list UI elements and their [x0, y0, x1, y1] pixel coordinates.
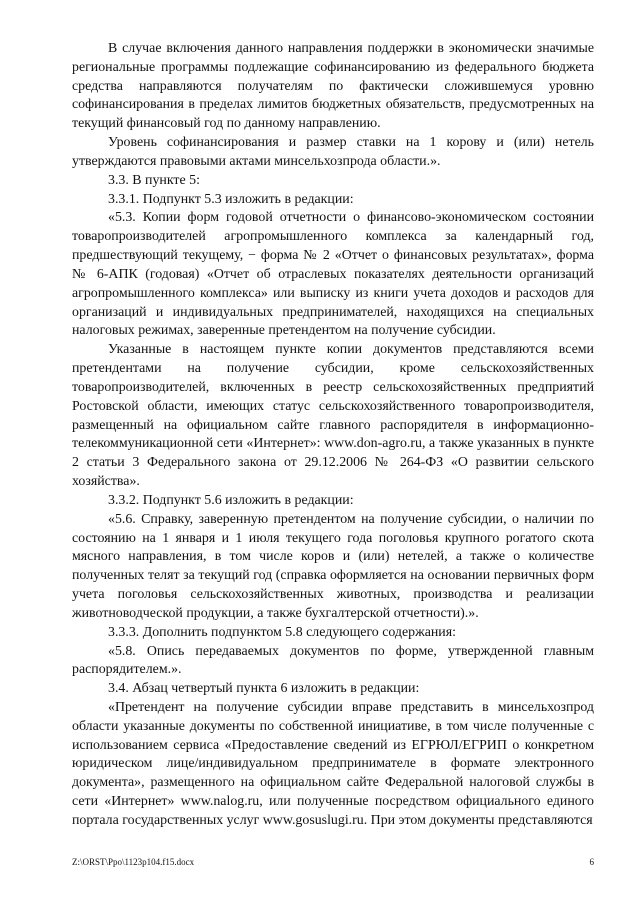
paragraph: 3.4. Абзац четвертый пункта 6 изложить в редакции: [108, 681, 420, 697]
paragraph: В случае включения данного направления поддержки в экономически значимые региональные программы подлежащие софинансированию из федерального бюджета средства направляются получателям по фактически сложившемуся уровню софинансирования в пределах лимитов бюджетных обязательств, предусмотренных на текущий финансовый год по данному направлению. [72, 41, 594, 132]
paragraph: 3.3.2. Подпункт 5.6 изложить в редакции: [108, 492, 354, 508]
paragraph: 3.3.3. Дополнить подпунктом 5.8 следующего содержания: [108, 624, 456, 640]
paragraph: «5.3. Копии форм годовой отчетности о финансово-экономическом состоянии товаропроизводителей агропромышленного комплекса за календарный год, предшествующий текущему, − форма № 2 «Отчет о финансовых результатах», форма № 6-АПК (годовая) «Отчет об отраслевых показателях деятельности организаций агропромышленного комплекса» или выписку из книги учета доходов и расходов для организаций и индивидуальных предпринимателей, находящихся на специальных налоговых режимах, заверенные претендентом на получение субсидии. [72, 210, 594, 339]
paragraph: Уровень софинансирования и размер ставки на 1 корову и (или) нетель утверждаются правовыми актами минсельхозпрода области.». [72, 135, 594, 169]
paragraph: «5.8. Опись передаваемых документов по форме, утвержденной главным распорядителем.». [72, 643, 594, 678]
page-footer [72, 857, 594, 873]
document-body [72, 40, 594, 831]
paragraph: «5.6. Справку, заверенную претендентом на получение субсидии, о наличии по состоянию на 1 января и 1 июля текущего года поголовья крупного рогатого скота мясного направления, в том числе коров и (или) нетелей, а также о количестве полученных телят за текущий год (справка оформляется на основании первичных форм учета поголовья сельскохозяйственных животных, производства и реализации животноводческой продукции, а также бухгалтерской отчетности).». [72, 511, 594, 621]
paragraph: «Претендент на получение субсидии вправе представить в минсельхозпрод области указанные документы по собственной инициативе, в том числе полученные с использованием сервиса «Предоставление сведений из ЕГРЮЛ/ЕГРИП о конкретном юридическом лице/индивидуальном предпринимателе в формате электронного документа», размещенного на официальном сайте Федеральной налоговой службы в сети «Интернет» www.nalog.ru, или полученные посредством официального единого портала государственных услуг www.gosuslugi.ru. При этом документы представляются [72, 699, 594, 828]
paragraph: Указанные в настоящем пункте копии документов представляются всеми претендентами на получение субсидии, кроме сельскохозяйственных товаропроизводителей, включенных в реестр сельскохозяйственных предприятий Ростовской области, имеющих статус сельскохозяйственного товаропроизводителя, размещенный на официальном сайте главного распорядителя в информационно-телекоммуникационной сети «Интернет»: www.don-agro.ru, а также указанных в пункте 2 статьи 3 Федерального закона от 29.12.2006 № 264-ФЗ «О развитии сельского хозяйства». [72, 342, 594, 490]
paragraph: 3.3. В пункте 5: [108, 172, 200, 188]
footer-file-path: Z:\ORST\Ppo\1123p104.f15.docx [72, 857, 195, 867]
paragraph: 3.3.1. Подпункт 5.3 изложить в редакции: [108, 191, 354, 207]
page-number: 6 [589, 857, 594, 867]
